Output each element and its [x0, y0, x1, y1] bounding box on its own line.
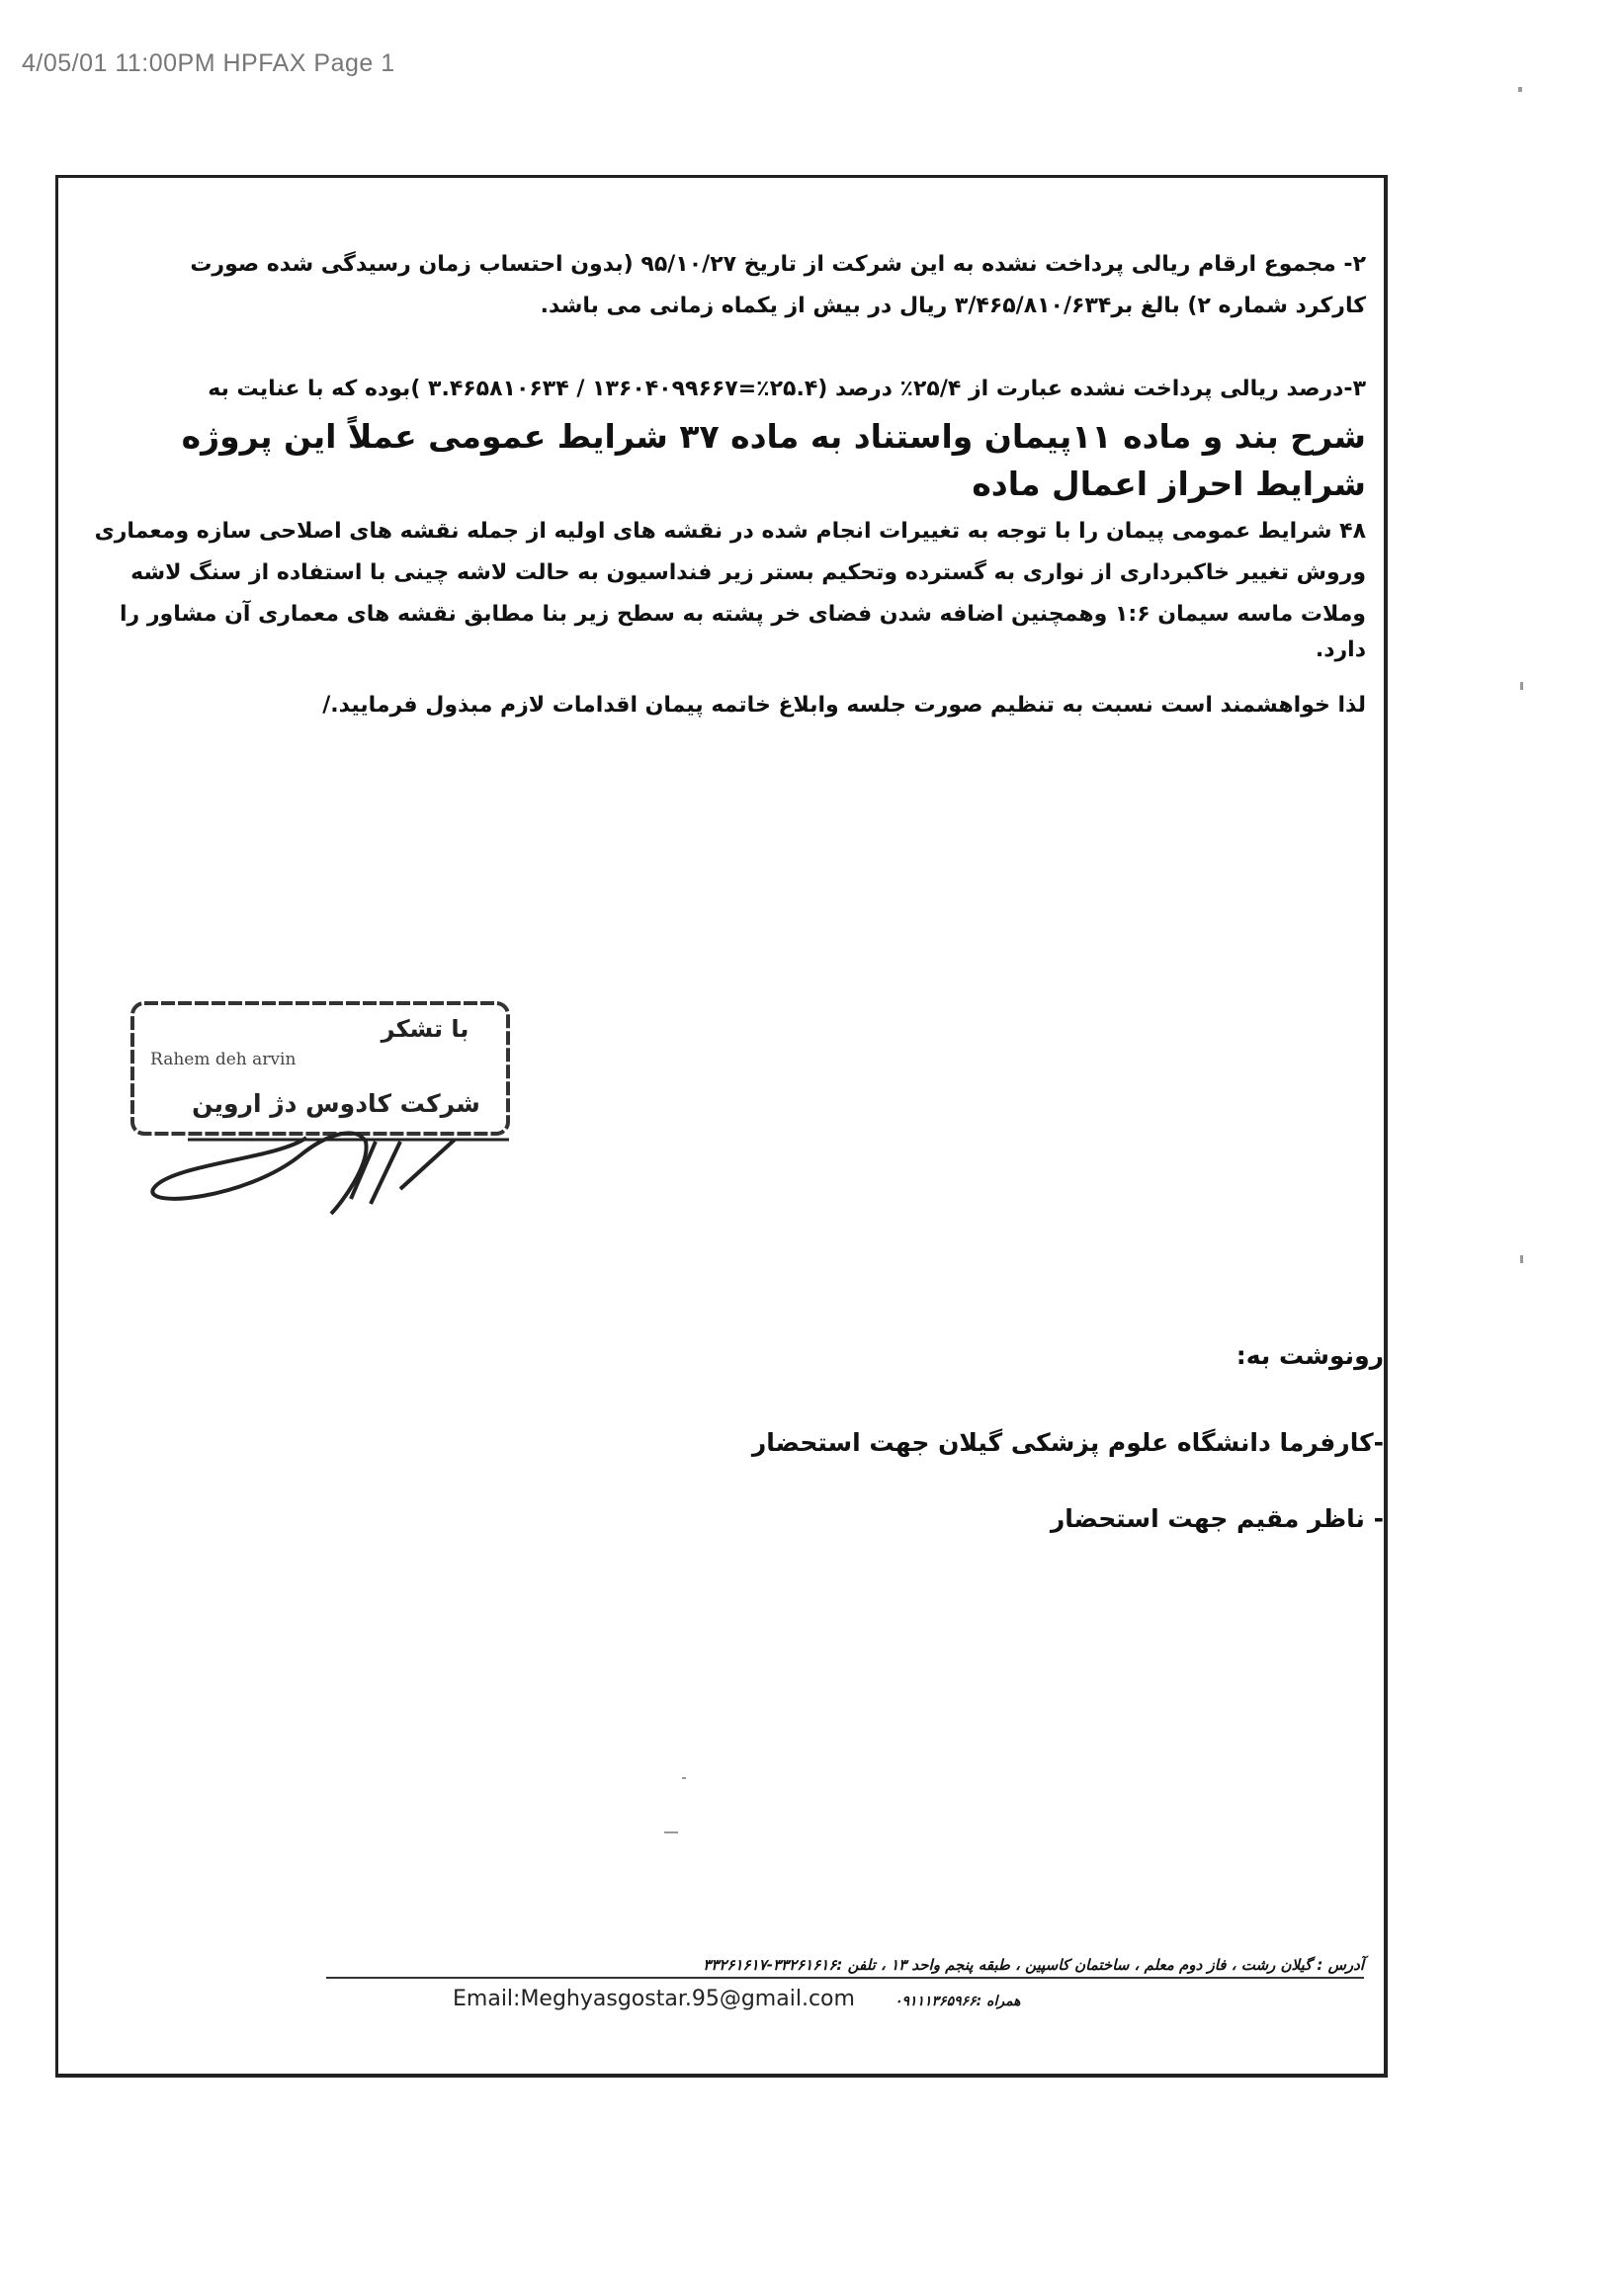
letter-body	[91, 247, 1366, 729]
para2-line2: کارکرد شماره ۲) بالغ بر۳/۴۶۵/۸۱۰/۶۳۴ ریال در بیش از یکماه زمانی می باشد.	[540, 294, 1366, 318]
scan-speck	[682, 1777, 686, 1779]
scan-speck	[664, 1831, 678, 1833]
cc-item-employer: -کارفرما دانشگاه علوم پزشکی گیلان جهت استحضار	[751, 1428, 1384, 1457]
para2-line1: ۲- مجموع ارقام ریالی پرداخت نشده به این شرکت از تاریخ ۹۵/۱۰/۲۷ (بدون احتساب زمان رسیدگی شده صورت	[190, 252, 1366, 277]
footer-mobile: همراه :۰۹۱۱۱۳۶۵۹۶۶	[894, 1994, 1021, 2009]
para3-line1: ۳-درصد ریالی پرداخت نشده عبارت از ۲۵/۴٪ درصد (۲۵.۴٪=۱۳۶۰۴۰۹۹۶۶۷ / ۳.۴۶۵۸۱۰۶۳۴ )بوده که با عنایت به	[208, 377, 1366, 401]
request-line: لذا خواهشمند است نسبت به تنظیم صورت جلسه وابلاغ خاتمه پیمان اقدامات لازم مبذول فرمایید./	[322, 693, 1366, 718]
company-stamp	[128, 991, 514, 1219]
para3-line2: شرح بند و ماده ۱۱پیمان واستناد به ماده ۳۷ شرایط عمومی عملاً این پروژه شرایط احراز اعمال ماده	[181, 417, 1366, 503]
stamp-signature-graphic	[128, 991, 514, 1219]
scan-speck	[1518, 87, 1522, 92]
cc-heading: رونوشت به:	[1236, 1341, 1384, 1370]
footer-address: آدرس : گیلان رشت ، فاز دوم معلم ، ساختمان کاسپین ، طبقه پنجم واحد ۱۳ ، تلفن :۳۳۲۶۱۶۱۶-۳۳۲۶۱۶۱۷	[326, 1955, 1364, 1979]
scan-speck	[1520, 682, 1523, 690]
para3-line4: وروش تغییر خاکبرداری از نواری به گسترده وتحکیم بستر زیر فنداسیون به حالت لاشه چینی با استفاده از سنگ لاشه	[130, 560, 1366, 585]
footer-email: Email:Meghyasgostar.95@gmail.com	[453, 1987, 855, 2011]
para3-line5: وملات ماسه سیمان ۱:۶ وهمچنین اضافه شدن فضای خر پشته به سطح زیر بنا مطابق نقشه های معماری آن مشاور را دارد.	[119, 602, 1366, 662]
stamp-latin: Rahem deh arvin	[150, 1050, 297, 1069]
stamp-company: شرکت کادوس دژ اروین	[192, 1089, 480, 1118]
fax-header: 4/05/01 11:00PM HPFAX Page 1	[22, 49, 395, 77]
footer-contact-row	[326, 1987, 1364, 2011]
footer	[326, 1955, 1364, 2011]
stamp-title: با تشکر	[381, 1015, 469, 1043]
scan-speck	[1520, 1255, 1523, 1263]
para3-line3: ۴۸ شرایط عمومی پیمان را با توجه به تغییرات انجام شده در نقشه های اولیه از جمله نقشه های اصلاحی سازه ومعماری	[94, 519, 1366, 544]
cc-item-supervisor: - ناظر مقیم جهت استحضار	[1050, 1504, 1384, 1533]
